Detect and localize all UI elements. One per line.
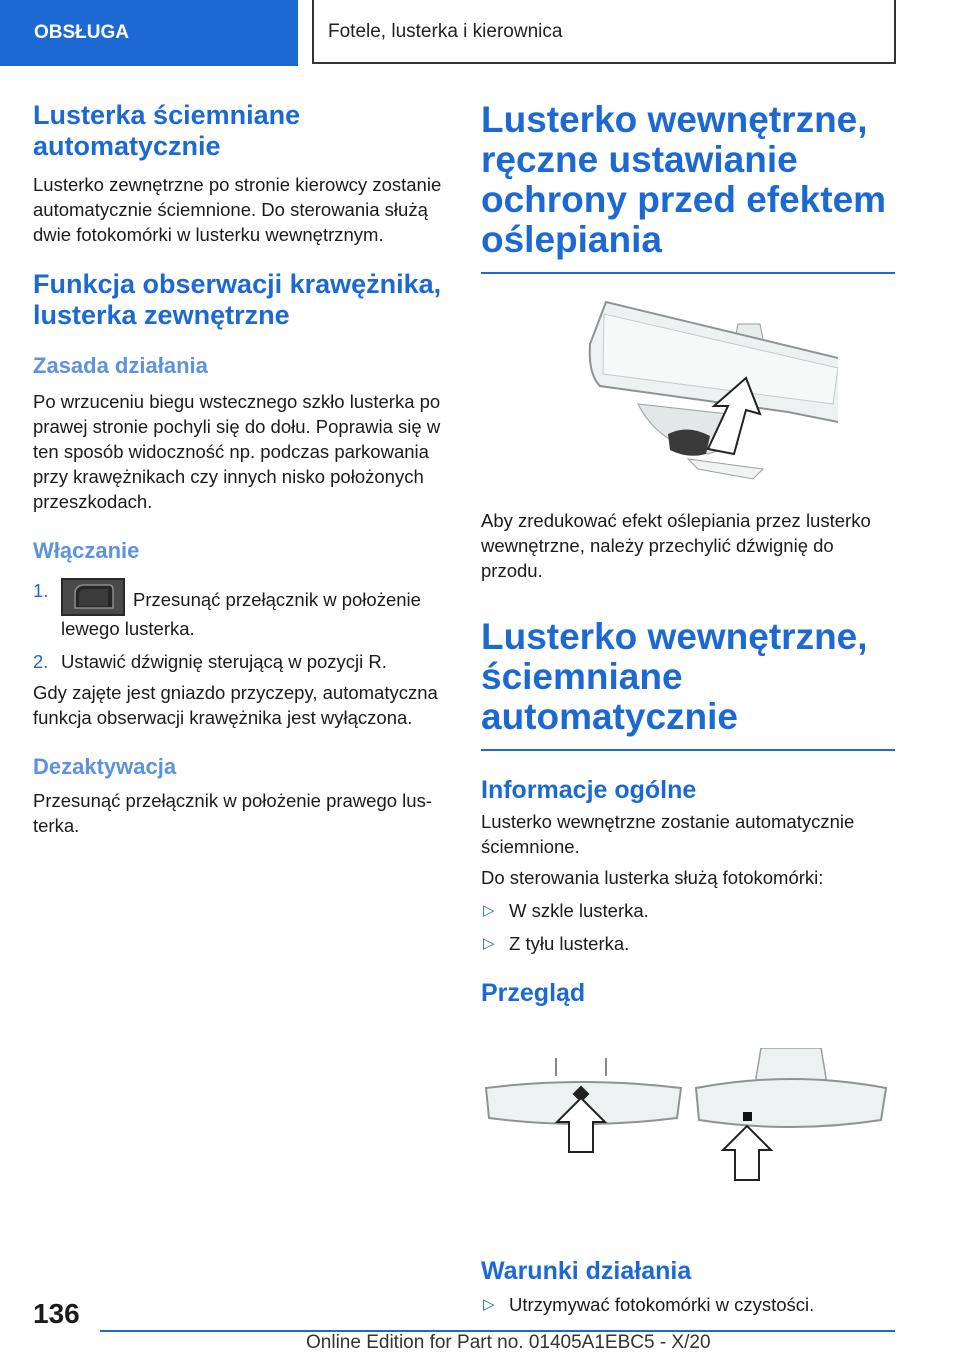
step-number: 1. bbox=[33, 580, 49, 601]
heading-general-info: Informacje ogólne bbox=[481, 776, 697, 804]
paragraph-general-2: Do sterowania lusterka służą fotokomórki: bbox=[481, 867, 824, 888]
chapter-title: Fotele, lusterka i kierownica bbox=[312, 0, 896, 64]
conditions-list bbox=[481, 1292, 895, 1317]
mirror-switch-icon bbox=[61, 578, 125, 616]
photocell-list bbox=[481, 898, 895, 956]
interior-mirror-lever-image bbox=[481, 294, 895, 494]
heading-principle: Zasada działania bbox=[33, 353, 208, 378]
left-column bbox=[33, 100, 448, 838]
heading-manual-antiglare: Lusterko wewnętrzne, ręczne ustawianie ochrony przed efektem oślepiania bbox=[481, 100, 895, 274]
step-text: Ustawić dźwignię sterującą w pozycji R. bbox=[61, 651, 387, 672]
step-item bbox=[33, 578, 448, 641]
step-number: 2. bbox=[33, 651, 49, 672]
heading-overview: Przegląd bbox=[481, 979, 586, 1007]
steps-list bbox=[33, 578, 448, 674]
list-item: ▷ W szkle lusterka. bbox=[483, 900, 649, 921]
bullet-triangle-icon: ▷ bbox=[483, 902, 495, 919]
heading-curb-function: Funkcja obserwacji krawężnika, lusterka zewnętrzne bbox=[33, 269, 442, 330]
bullet-triangle-icon: ▷ bbox=[483, 1296, 495, 1313]
page-header bbox=[0, 0, 960, 66]
paragraph-trailer: Gdy zajęte jest gniazdo przyczepy, automatyczna funkcja obserwacji krawężnika jest wyłączona. bbox=[33, 682, 438, 728]
photocell-overview-image bbox=[481, 1048, 895, 1198]
right-column bbox=[481, 100, 895, 1317]
paragraph-general-1: Lusterko wewnętrzne zostanie automatycznie ściemnione. bbox=[481, 811, 855, 857]
bullet-triangle-icon: ▷ bbox=[483, 935, 495, 952]
list-item: ▷ Utrzymywać fotokomórki w czystości. bbox=[483, 1294, 815, 1315]
paragraph-auto-dimming: Lusterko zewnętrzne po stronie kierowcy zostanie automatycznie ściemnione. Do sterowania służą dwie fotokomórki w lusterku wewnętrznym. bbox=[33, 174, 442, 245]
paragraph-disable: Przesunąć przełącznik w położenie prawego lusterka. bbox=[33, 790, 432, 836]
footer-edition: Online Edition for Part no. 01405A1EBC5 - X/20 bbox=[306, 1332, 711, 1353]
paragraph-manual: Aby zredukować efekt oślepiania przez lusterko wewnętrzne, należy przechylić dźwignię do przodu. bbox=[481, 510, 871, 581]
step-item bbox=[33, 649, 448, 674]
step-text: Przesunąć przełącznik w położenie lewego lusterka. bbox=[61, 589, 421, 639]
heading-conditions: Warunki działania bbox=[481, 1257, 692, 1285]
heading-enable: Włączanie bbox=[33, 538, 140, 563]
page-number: 136 bbox=[33, 1298, 80, 1329]
section-tab: OBSŁUGA bbox=[0, 0, 298, 66]
paragraph-principle: Po wrzuceniu biegu wstecznego szkło lusterka po prawej stronie pochyli się do dołu. Poprawia się w ten sposób widoczność np. podczas parkowania przy krawężnikach czy innych nisko położonych przeszkodach. bbox=[33, 391, 441, 512]
heading-auto-dimming-mirrors: Lusterka ściemniane automatycznie bbox=[33, 100, 301, 161]
heading-auto-interior: Lusterko wewnętrzne, ściemniane automatycznie bbox=[481, 617, 895, 751]
list-item: ▷ Z tyłu lusterka. bbox=[483, 933, 630, 954]
heading-disable: Dezaktywacja bbox=[33, 754, 177, 779]
